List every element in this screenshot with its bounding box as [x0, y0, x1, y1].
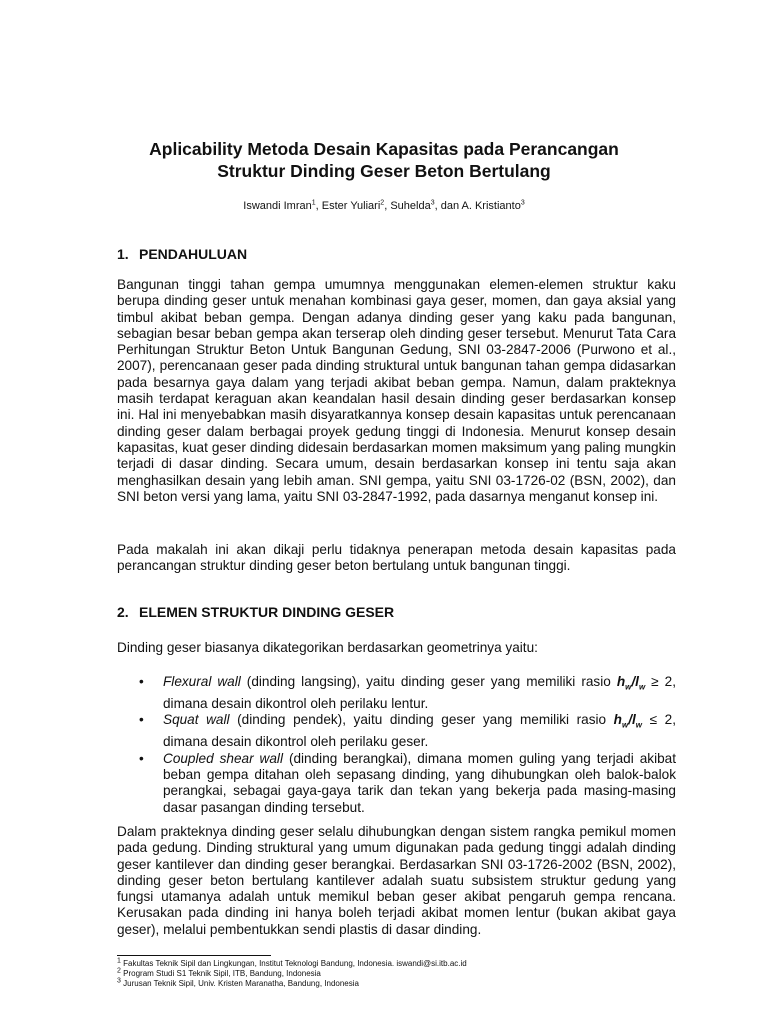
paragraph-aim — [117, 542, 676, 575]
ratio-formula — [613, 712, 643, 731]
author-name: Iswandi Imran — [243, 200, 312, 212]
paragraph-practice — [117, 824, 676, 938]
footnote-mark: 2 — [117, 967, 121, 975]
bullet-text: (dinding pendek), yaitu dinding geser yang memiliki rasio — [229, 712, 614, 728]
paragraph-text: Dinding geser biasanya dikategorikan berdasarkan geometrinya yaitu: — [117, 640, 538, 655]
bullet-list — [139, 674, 676, 816]
bullet-dot: • — [139, 712, 144, 728]
bullet-dot: • — [139, 750, 144, 766]
paragraph-text: Dalam prakteknya dinding geser selalu dihubungkan dengan sistem rangka pemikul momen pada gedung. Dinding struktural yang umum digunakan pada gedung tinggi adalah dinding geser kantilever dan dinding geser berangkai. Berdasarkan SNI 03-1726-2002 (BSN, 2002), dinding geser beton bertulang kantilever adalah suatu subsistem struktur gedung yang fungsi utamanya adalah untuk memikul beban geser akibat pengaruh gempa rencana. Kerusakan pada dinding ini hanya boleh terjadi akibat momen lentur (bukan akibat gaya geser), melalui pembentukkan sendi plastis di dasar dinding. — [117, 824, 676, 937]
ratio-slash: / — [628, 712, 632, 728]
footnote-text: Jurusan Teknik Sipil, Univ. Kristen Maranatha, Bandung, Indonesia — [120, 979, 359, 988]
paragraph-intro — [117, 277, 676, 505]
footnote-text: Program Studi S1 Teknik Sipil, ITB, Bandung, Indonesia — [120, 969, 321, 978]
ratio-h: h — [616, 674, 626, 689]
paper-title — [100, 138, 668, 182]
section-title: ELEMEN STRUKTUR DINDING GESER — [139, 604, 395, 620]
title-line-1: Aplicability Metoda Desain Kapasitas pada Perancangan — [149, 139, 619, 159]
footnote — [117, 959, 677, 969]
author-mark: 3 — [520, 199, 525, 207]
list-item — [139, 674, 676, 712]
list-item — [139, 712, 676, 750]
ratio-l: l — [632, 712, 636, 728]
section-heading-2 — [117, 604, 394, 621]
bullet-term: Flexural wall — [163, 674, 241, 689]
list-item — [139, 751, 676, 816]
bullet-text: (dinding langsing), yaitu dinding geser yang memiliki rasio — [240, 674, 617, 689]
bullet-text: ≤ 2, dimana desain dikontrol oleh perilaku geser. — [163, 712, 676, 750]
author-mark: 3 — [430, 199, 435, 207]
paragraph-categories — [117, 640, 676, 656]
author-separator: , dan — [434, 200, 462, 212]
footnote-mark: 1 — [117, 957, 121, 965]
paragraph-text: Pada makalah ini akan dikaji perlu tidaknya penerapan metoda desain kapasitas pada perancangan struktur dinding geser beton bertulang untuk bangunan tinggi. — [117, 542, 676, 574]
bullet-dot: • — [139, 674, 144, 689]
title-line-2: Struktur Dinding Geser Beton Bertulang — [217, 161, 551, 181]
section-heading-1 — [117, 246, 247, 263]
author-name: A. Kristianto — [461, 200, 521, 212]
author-list — [100, 199, 668, 213]
bullet-term: Squat wall — [163, 712, 230, 728]
section-title: PENDAHULUAN — [139, 246, 248, 262]
ratio-slash: / — [631, 674, 636, 689]
author-separator: , — [384, 200, 391, 212]
footnote-text: Fakultas Teknik Sipil dan Lingkungan, Institut Teknologi Bandung, Indonesia. iswandi@si.itb.ac.id — [120, 959, 467, 968]
author-name: Suhelda — [390, 200, 431, 212]
bullet-term: Coupled shear wall — [163, 750, 283, 766]
section-number: 1. — [117, 246, 129, 262]
ratio-h-sub: w — [625, 682, 632, 692]
ratio-formula — [616, 674, 646, 692]
ratio-l: l — [635, 674, 639, 689]
ratio-h-sub: w — [621, 721, 629, 731]
footnote — [117, 979, 677, 989]
footnotes — [117, 959, 677, 989]
author-name: Ester Yuliari — [321, 200, 381, 212]
ratio-l-sub: w — [638, 682, 646, 692]
author-mark: 2 — [380, 199, 385, 207]
ratio-l-sub: w — [635, 721, 643, 731]
paragraph-text: Bangunan tinggi tahan gempa umumnya menggunakan elemen-elemen struktur kaku berupa dinding geser untuk menahan kombinasi gaya geser, momen, dan gaya aksial yang timbul akibat beban gempa. Dengan adanya dinding geser yang kaku pada bangunan, sebagian besar beban gempa akan terserap oleh dinding geser tersebut. Menurut Tata Cara Perhitungan Struktur Beton Untuk Bangunan Gedung, SNI 03-2847-2006 (Purwono et al., 2007), perencanaan geser pada dinding struktural untuk bangunan tahan gempa didasarkan pada besarnya gaya dalam yang terjadi akibat beban gempa. Namun, dalam prakteknya masih terdapat keraguan akan keandalan hasil desain dinding geser berdasarkan konsep ini. Hal ini menyebabkan masih disyaratkannya konsep desain kapasitas untuk perencanaan dinding geser dalam berbagai proyek gedung tinggi di Indonesia. Menurut konsep desain kapasitas, kuat geser dinding didesain berdasarkan momen maksimum yang paling mungkin terjadi di dasar dinding. Secara umum, desain berdasarkan konsep ini tentu saja akan menghasilkan desain yang lebih aman. SNI gempa, yaitu SNI 03-1726-02 (BSN, 2002), dan SNI beton versi yang lama, yaitu SNI 03-2847-1992, pada dasarnya menganut konsep ini. — [117, 277, 676, 504]
section-number: 2. — [117, 604, 129, 620]
author-mark: 1 — [311, 199, 316, 207]
bullet-text: (dinding berangkai), dimana momen guling yang terjadi akibat beban gempa ditahan oleh sepasang dinding, yang dihubungkan oleh balok-balok perangkai, sebagai gaya-gaya tarik dan tekan yang bekerja pada masing-masing dasar pasangan dinding tersebut. — [163, 750, 676, 815]
author-separator: , — [315, 200, 322, 212]
footnote-divider — [117, 955, 271, 956]
bullet-text: ≥ 2, dimana desain dikontrol oleh perilaku lentur. — [163, 674, 676, 712]
footnote — [117, 969, 677, 979]
footnote-mark: 3 — [117, 977, 121, 985]
ratio-h: h — [613, 712, 622, 728]
